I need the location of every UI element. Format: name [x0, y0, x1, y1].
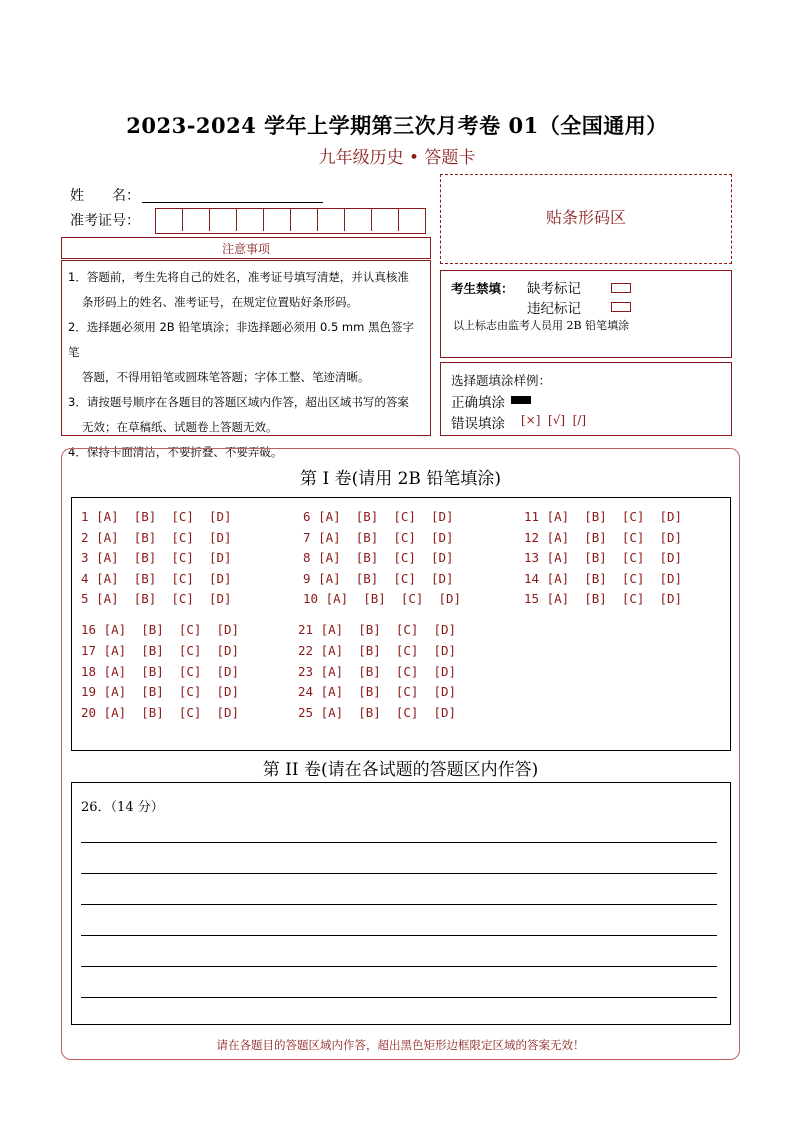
- id-label: 准考证号：: [70, 213, 140, 229]
- wrong-fill-label: 错误填涂: [451, 416, 505, 432]
- forbidden-label: 考生禁填：: [451, 281, 514, 296]
- barcode-area: 贴条形码区: [440, 174, 732, 264]
- question-row[interactable]: 19 [A] [B] [C] [D]: [81, 684, 240, 700]
- violation-mark-label: 违纪标记: [527, 301, 581, 317]
- note-line: 1．答题前，考生先将自己的姓名，准考证号填写清楚，并认真核准: [68, 270, 409, 284]
- note-line: 4．保持卡面清洁，不要折叠、不要弄破。: [68, 445, 283, 459]
- violation-mark-box[interactable]: [611, 302, 631, 312]
- question-row[interactable]: 25 [A] [B] [C] [D]: [298, 705, 457, 721]
- question-row[interactable]: 8 [A] [B] [C] [D]: [303, 550, 454, 565]
- question-row[interactable]: 20 [A] [B] [C] [D]: [81, 705, 240, 721]
- question-row[interactable]: 1 [A] [B] [C] [D]: [81, 509, 232, 524]
- id-digit-box[interactable]: [183, 209, 210, 231]
- id-digit-box[interactable]: [399, 209, 425, 231]
- question-row[interactable]: 5 [A] [B] [C] [D]: [81, 591, 232, 606]
- id-number-boxes[interactable]: [155, 208, 426, 234]
- question-row[interactable]: 18 [A] [B] [C] [D]: [81, 663, 240, 679]
- question-row[interactable]: 17 [A] [B] [C] [D]: [81, 642, 240, 658]
- note-line: 答题，不得用铅笔或圆珠笔答题；字体工整、笔迹清晰。: [82, 370, 370, 384]
- id-digit-box[interactable]: [318, 209, 345, 231]
- mc-column-1: [81, 507, 232, 610]
- question-row[interactable]: 14 [A] [B] [C] [D]: [524, 570, 683, 586]
- question-row[interactable]: 15 [A] [B] [C] [D]: [524, 591, 683, 606]
- mc-column-2: [303, 507, 461, 610]
- id-digit-box[interactable]: [237, 209, 264, 231]
- correct-fill-sample: [511, 396, 531, 404]
- absent-mark-box[interactable]: [611, 283, 631, 293]
- answer-line[interactable]: [81, 904, 717, 905]
- question-row[interactable]: 11 [A] [B] [C] [D]: [524, 509, 683, 524]
- notes-heading: 注意事项: [61, 237, 431, 259]
- id-digit-box[interactable]: [264, 209, 291, 231]
- note-line: 2．选择题必须用 2B 铅笔填涂；非选择题必须用 0.5 mm 黑色签字笔: [68, 320, 414, 359]
- id-digit-box[interactable]: [291, 209, 318, 231]
- answer-line[interactable]: [81, 873, 717, 874]
- absent-mark-label: 缺考标记: [527, 281, 581, 297]
- page-subtitle: 九年级历史 • 答题卡: [318, 148, 476, 168]
- footer-warning: 请在各题目的答题区域内作答，超出黑色矩形边框限定区域的答案无效！: [216, 1038, 585, 1052]
- part2-title: 第 II 卷(请在各试题的答题区内作答): [262, 760, 539, 780]
- question-row[interactable]: 10 [A] [B] [C] [D]: [303, 591, 462, 606]
- id-digit-box[interactable]: [345, 209, 372, 231]
- question-26-label: 26．（14 分）: [81, 800, 164, 815]
- question-row[interactable]: 24 [A] [B] [C] [D]: [298, 684, 457, 700]
- notes-panel: [61, 260, 431, 459]
- question-row[interactable]: 22 [A] [B] [C] [D]: [298, 642, 457, 658]
- mc-column-5: [298, 620, 456, 724]
- fill-sample-panel: [440, 362, 732, 436]
- name-input-line[interactable]: [142, 202, 323, 203]
- page-title: 2023-2024 学年上学期第三次月考卷 01（全国通用）: [126, 113, 668, 138]
- question-row[interactable]: 21 [A] [B] [C] [D]: [298, 622, 457, 637]
- part1-title: 第 I 卷(请用 2B 铅笔填涂): [300, 469, 501, 489]
- question-row[interactable]: 23 [A] [B] [C] [D]: [298, 663, 457, 679]
- question-row[interactable]: 9 [A] [B] [C] [D]: [303, 570, 454, 586]
- question-row[interactable]: 16 [A] [B] [C] [D]: [81, 622, 240, 637]
- id-digit-box[interactable]: [372, 209, 399, 231]
- question-row[interactable]: 2 [A] [B] [C] [D]: [81, 529, 232, 545]
- mc-column-4: [81, 620, 239, 724]
- correct-fill-label: 正确填涂: [451, 395, 505, 411]
- question-row[interactable]: 13 [A] [B] [C] [D]: [524, 550, 683, 565]
- mc-column-3: [524, 507, 682, 610]
- note-line: 无效；在草稿纸、试题卷上答题无效。: [82, 420, 278, 434]
- name-label: 姓 名：: [70, 188, 140, 204]
- wrong-fill-marks: [×] [√] [/]: [521, 413, 587, 427]
- forbidden-panel: [440, 270, 732, 358]
- question-row[interactable]: 4 [A] [B] [C] [D]: [81, 570, 232, 586]
- id-digit-box[interactable]: [210, 209, 237, 231]
- note-line: 条形码上的姓名、准考证号，在规定位置贴好条形码。: [82, 295, 358, 309]
- fill-sample-label: 选择题填涂样例：: [451, 373, 552, 388]
- question-row[interactable]: 12 [A] [B] [C] [D]: [524, 529, 683, 545]
- question-row[interactable]: 3 [A] [B] [C] [D]: [81, 550, 232, 565]
- id-digit-box[interactable]: [156, 209, 183, 231]
- answer-line[interactable]: [81, 842, 717, 843]
- question-row[interactable]: 7 [A] [B] [C] [D]: [303, 529, 454, 545]
- answer-line[interactable]: [81, 966, 717, 967]
- note-line: 3．请按题号顺序在各题目的答题区域内作答，超出区域书写的答案: [68, 395, 409, 409]
- answer-line[interactable]: [81, 935, 717, 936]
- question-row[interactable]: 6 [A] [B] [C] [D]: [303, 509, 454, 524]
- forbidden-note: 以上标志由监考人员用 2B 铅笔填涂: [453, 319, 630, 332]
- answer-line[interactable]: [81, 997, 717, 998]
